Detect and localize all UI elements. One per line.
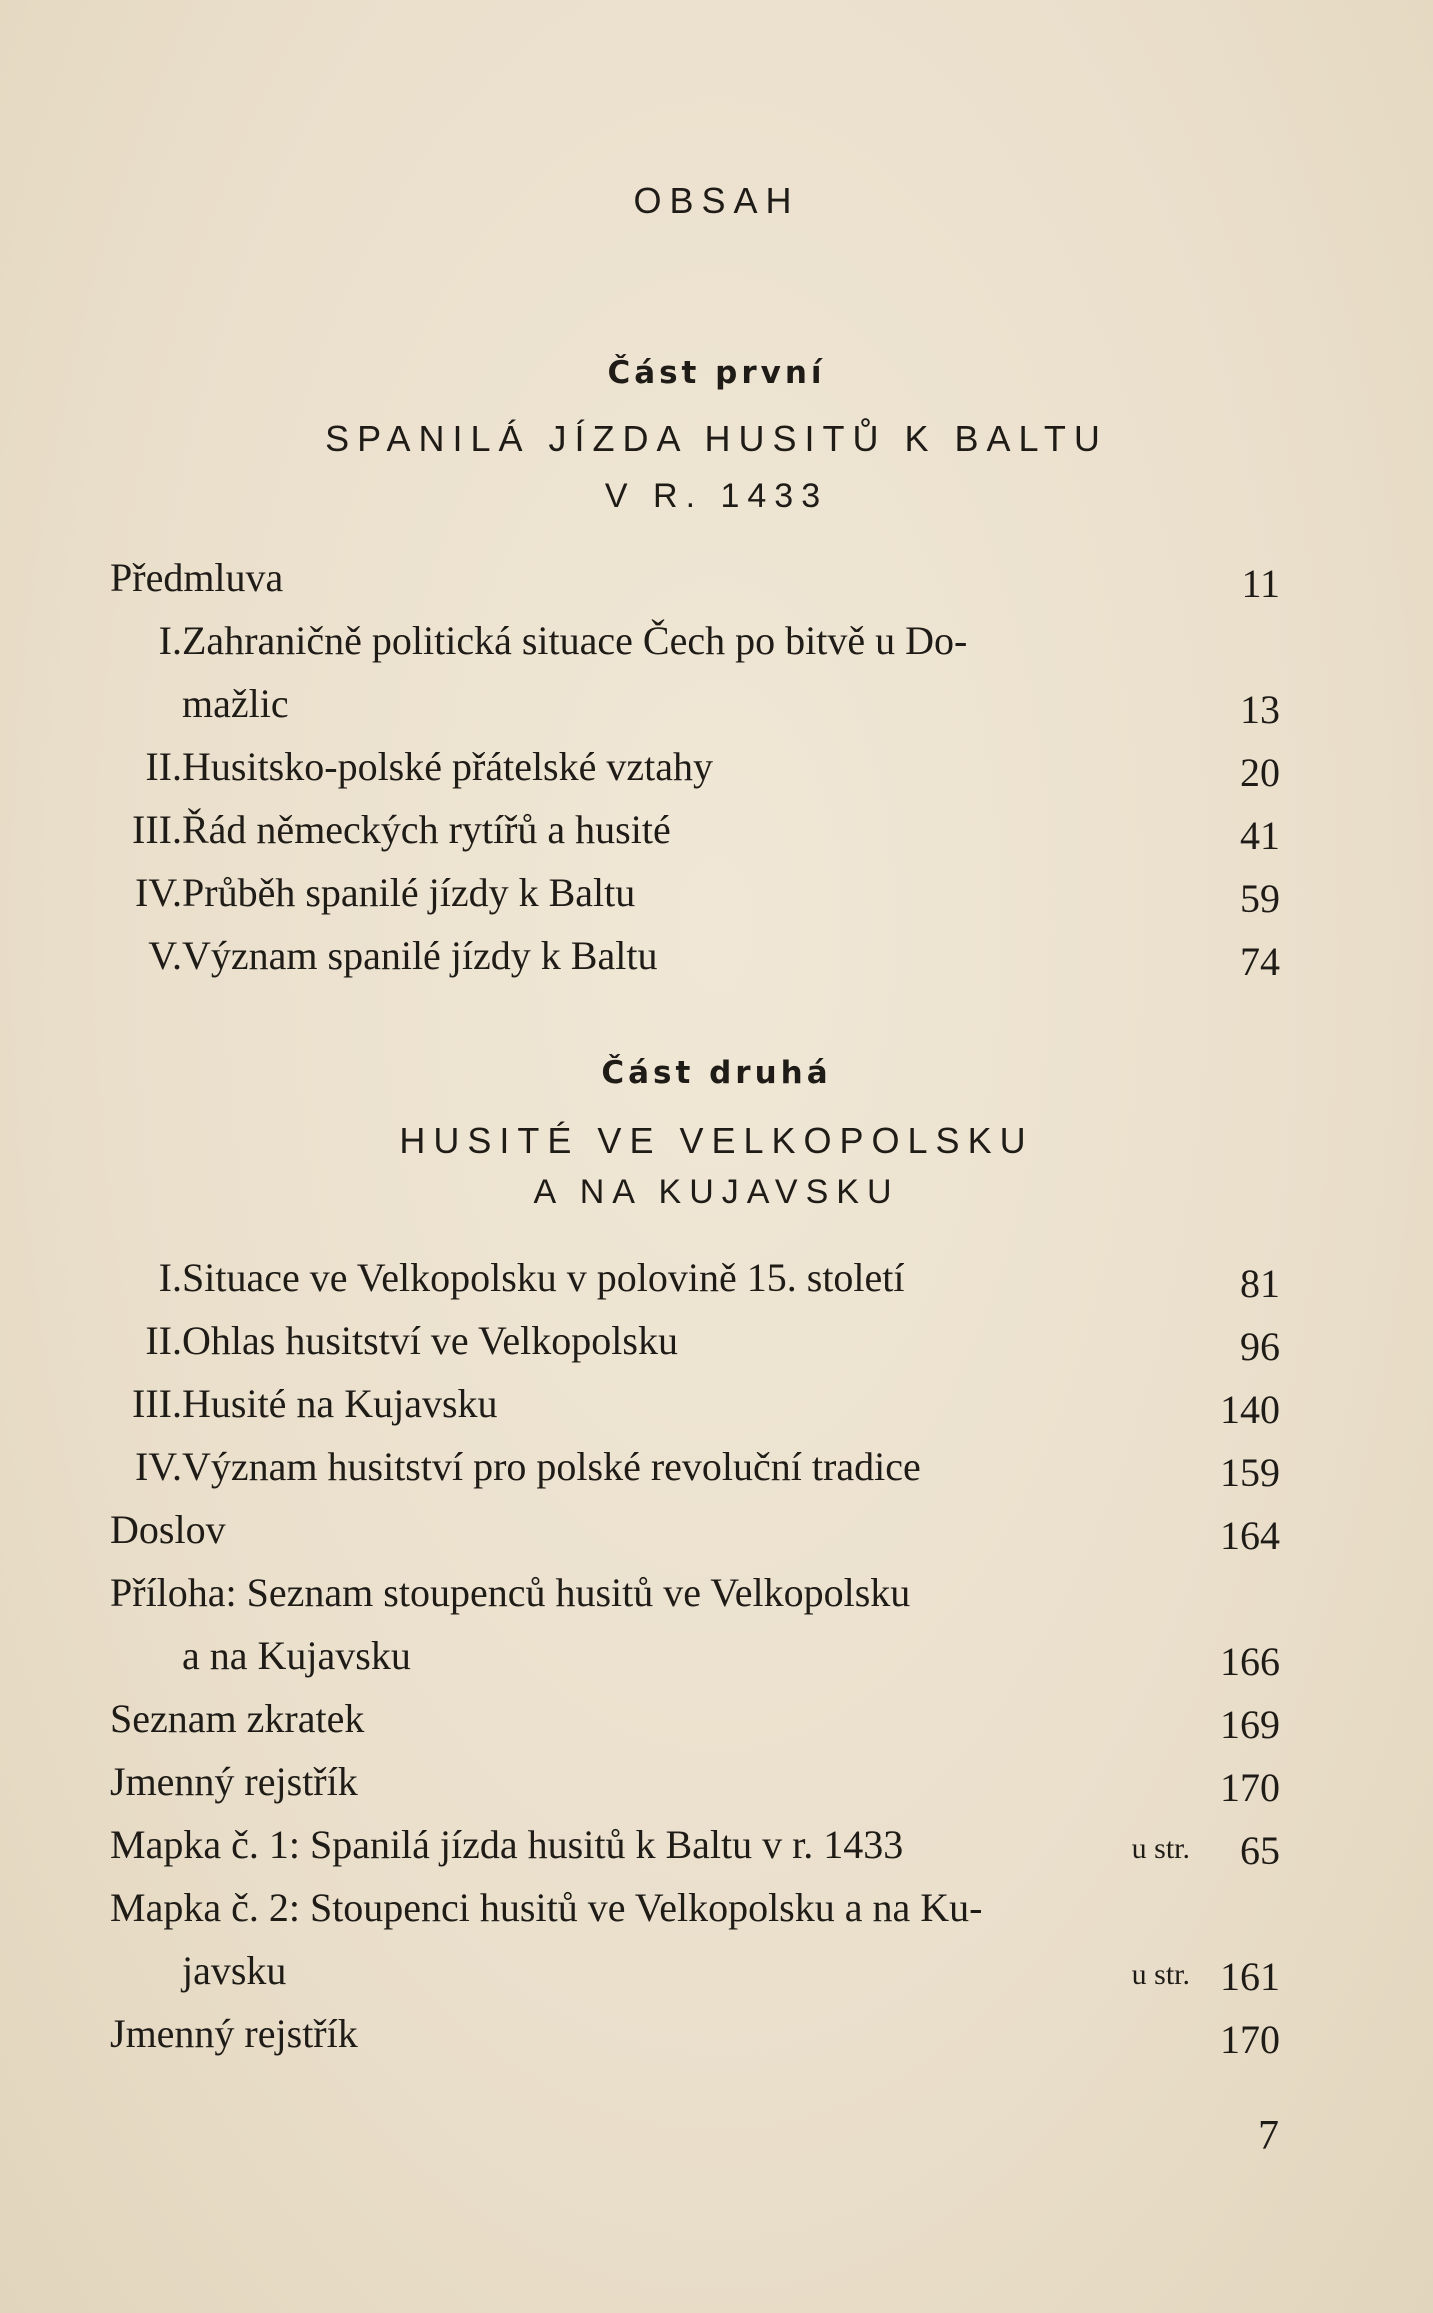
toc-entry-title: Husité na Kujavsku bbox=[182, 1381, 498, 1426]
toc-entry-title: Ohlas husitství ve Velkopolsku bbox=[182, 1318, 678, 1363]
toc-entry-page: 13 bbox=[1240, 687, 1280, 732]
part-two-label: Část druhá bbox=[601, 1055, 832, 1091]
toc-entry[interactable] bbox=[110, 2006, 1280, 2062]
chapter-number: III. bbox=[132, 1381, 182, 1426]
toc-entry-title: Zahraničně politická situace Čech po bitvě u Do- bbox=[182, 618, 968, 663]
toc-entry[interactable] bbox=[110, 1502, 1280, 1558]
chapter-number: IV. bbox=[134, 870, 182, 915]
toc-entry-continuation[interactable] bbox=[110, 676, 1280, 732]
toc-entry[interactable] bbox=[110, 802, 1280, 858]
toc-entry-page: 170 bbox=[1220, 2017, 1280, 2062]
part-two-title: HUSITÉ VE VELKOPOLSKU bbox=[399, 1120, 1034, 1161]
toc-entry-title: Jmenný rejstřík bbox=[110, 2011, 358, 2056]
toc-entry-page: 65 bbox=[1240, 1828, 1280, 1873]
toc-entry-page: 96 bbox=[1240, 1324, 1280, 1369]
toc-entry-title: Předmluva bbox=[110, 555, 284, 600]
page-note: u str. bbox=[1131, 1832, 1190, 1865]
toc-entry[interactable] bbox=[110, 1313, 1280, 1369]
toc-entry-page: 59 bbox=[1240, 876, 1280, 921]
toc-entry-title: Mapka č. 1: Spanilá jízda husitů k Baltu v r. 1433 bbox=[110, 1822, 904, 1867]
toc-entry-page: 166 bbox=[1220, 1639, 1280, 1684]
part-one-subtitle: V R. 1433 bbox=[604, 477, 829, 515]
toc-entry-page: 140 bbox=[1220, 1387, 1280, 1432]
toc-entry-title: Jmenný rejstřík bbox=[110, 1759, 358, 1804]
page-note: u str. bbox=[1131, 1958, 1190, 1991]
toc-entry-title: a na Kujavsku bbox=[182, 1633, 411, 1678]
toc-entry[interactable] bbox=[110, 739, 1280, 795]
toc-entry-continuation[interactable] bbox=[110, 1943, 1280, 1999]
chapter-number: V. bbox=[148, 933, 182, 978]
toc-entry[interactable] bbox=[110, 865, 1280, 921]
chapter-number: III. bbox=[132, 807, 182, 852]
toc-entry-page: 41 bbox=[1240, 813, 1280, 858]
part-two-subtitle: A NA KUJAVSKU bbox=[533, 1173, 900, 1211]
part-one-title: SPANILÁ JÍZDA HUSITŮ K BALTU bbox=[325, 418, 1108, 459]
chapter-number: II. bbox=[145, 1318, 182, 1363]
toc-entry-title: Průběh spanilé jízdy k Baltu bbox=[182, 870, 636, 915]
toc-entry[interactable] bbox=[110, 1817, 1280, 1873]
toc-entry-title: Význam spanilé jízdy k Baltu bbox=[182, 933, 658, 978]
toc-entry-page: 169 bbox=[1220, 1702, 1280, 1747]
chapter-number: II. bbox=[145, 744, 182, 789]
toc-entry-page: 81 bbox=[1240, 1261, 1280, 1306]
toc-entry-page: 11 bbox=[1241, 561, 1280, 606]
toc-entry[interactable] bbox=[110, 1250, 1280, 1306]
toc-entry-title: Význam husitství pro polské revoluční tradice bbox=[182, 1444, 921, 1489]
toc-entry-continuation[interactable] bbox=[110, 1628, 1280, 1684]
toc-entry[interactable] bbox=[110, 550, 1280, 606]
toc-entry[interactable] bbox=[110, 1565, 1280, 1621]
toc-entry-title: mažlic bbox=[182, 681, 289, 726]
chapter-number: I. bbox=[158, 1255, 182, 1300]
toc-entry-title: javsku bbox=[182, 1948, 287, 1993]
toc-entry[interactable] bbox=[110, 1754, 1280, 1810]
toc-entry-page: 170 bbox=[1220, 1765, 1280, 1810]
chapter-number: IV. bbox=[134, 1444, 182, 1489]
toc-entry[interactable] bbox=[110, 1880, 1280, 1936]
toc-entry-title: Situace ve Velkopolsku v polovině 15. století bbox=[182, 1255, 905, 1300]
contents-heading: OBSAH bbox=[633, 180, 800, 221]
toc-entry[interactable] bbox=[110, 928, 1280, 984]
toc-entry-page: 164 bbox=[1220, 1513, 1280, 1558]
toc-entry-title: Seznam zkratek bbox=[110, 1696, 365, 1741]
toc-entry-title: Mapka č. 2: Stoupenci husitů ve Velkopolsku a na Ku- bbox=[110, 1885, 983, 1930]
toc-entry-title: Husitsko-polské přátelské vztahy bbox=[182, 744, 713, 789]
toc-entry-page: 20 bbox=[1240, 750, 1280, 795]
page-number: 7 bbox=[1258, 2113, 1279, 2159]
toc-entry-page: 159 bbox=[1220, 1450, 1280, 1495]
toc-entry[interactable] bbox=[110, 1439, 1280, 1495]
part-one-label: Část první bbox=[607, 355, 826, 391]
toc-entry[interactable] bbox=[110, 1691, 1280, 1747]
toc-entry-title: Doslov bbox=[110, 1507, 226, 1552]
toc-entry-page: 161 bbox=[1220, 1954, 1280, 1999]
toc-entry-page: 74 bbox=[1240, 939, 1280, 984]
toc-entry-title: Příloha: Seznam stoupenců husitů ve Velkopolsku bbox=[110, 1570, 911, 1615]
chapter-number: I. bbox=[158, 618, 182, 663]
toc-entry-title: Řád německých rytířů a husité bbox=[182, 807, 671, 852]
toc-entry[interactable] bbox=[110, 613, 1280, 669]
toc-entry[interactable] bbox=[110, 1376, 1280, 1432]
